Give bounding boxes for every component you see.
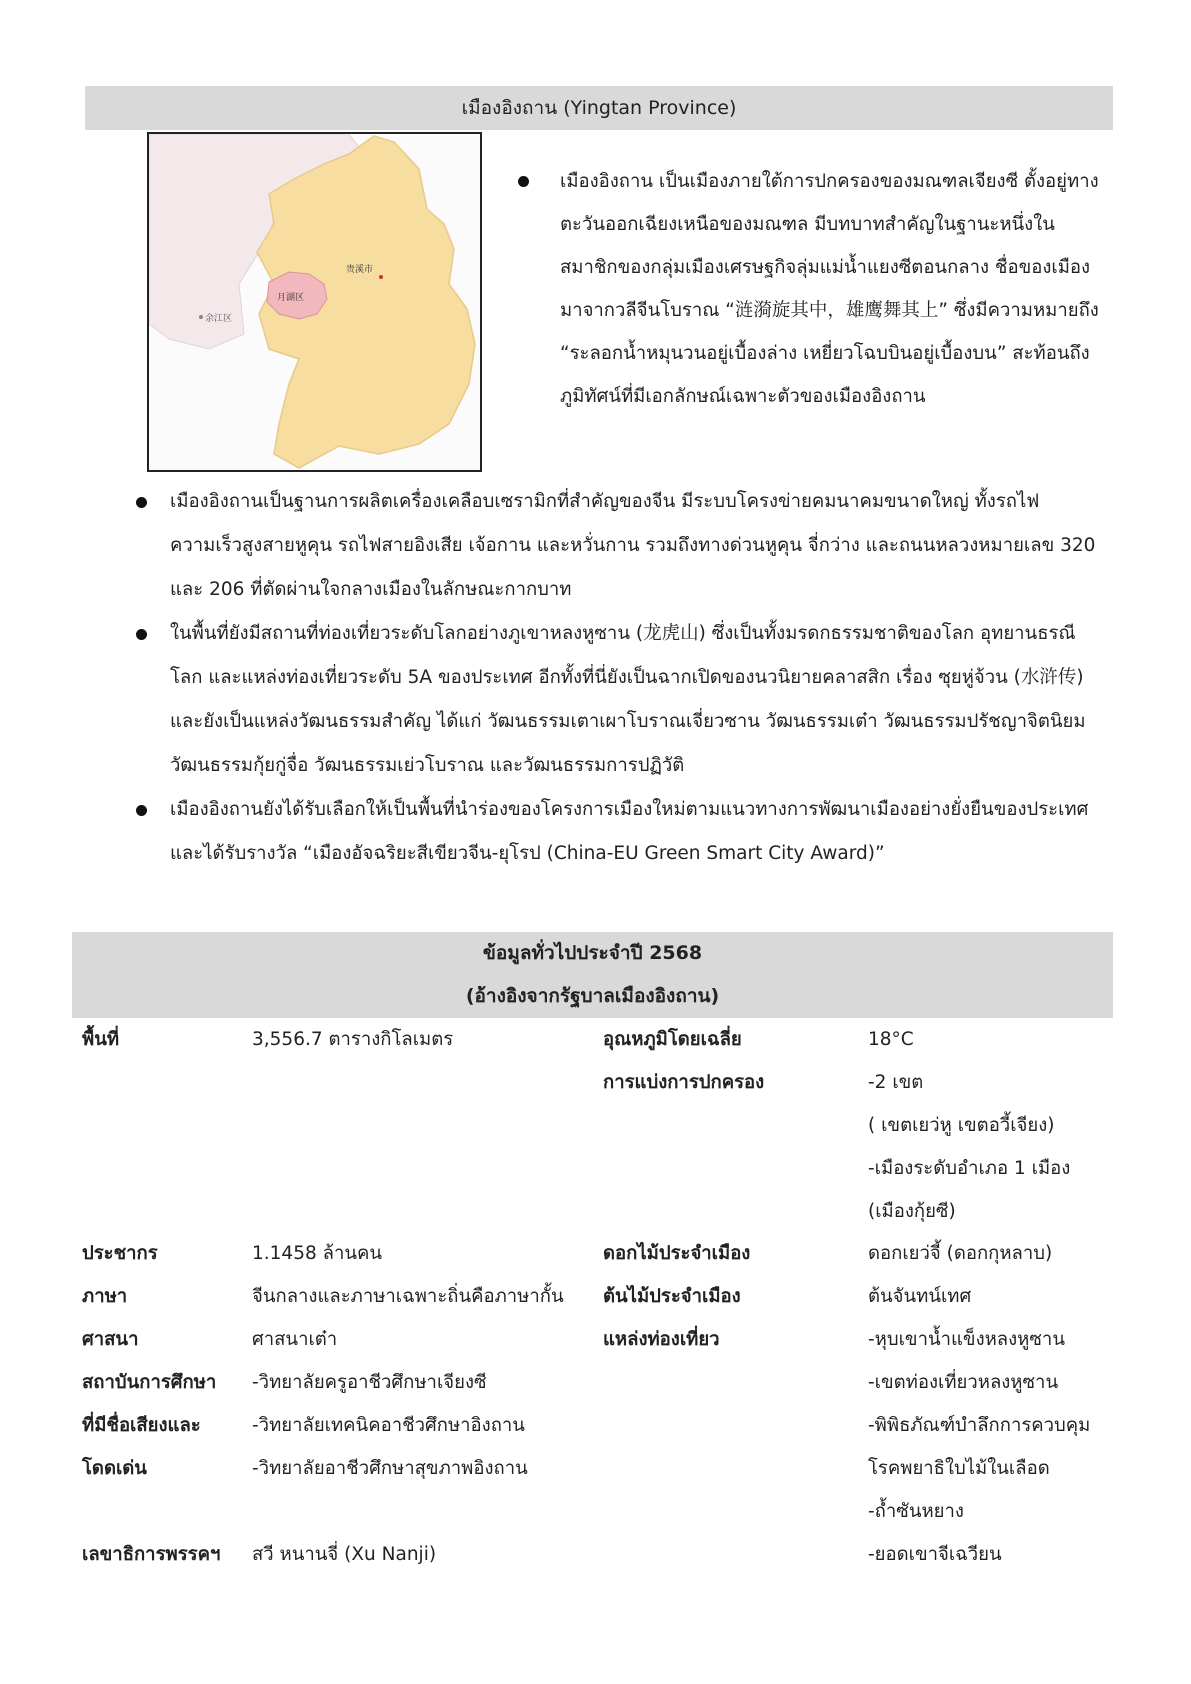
list-item: เมืองอิงถานยังได้รับเลือกให้เป็นพื้นที่นำร่องของโครงการเมืองใหม่ตามแนวทางการพัฒนาเมืองอย่างยั่งยืนของประเทศ และได้รับรางวัล “เมืองอัจฉริยะสีเขียวจีน-ยุโรป (China-EU Green Smart City Award)” xyxy=(170,788,1100,876)
edu-label-line1: สถาบันการศึกษา xyxy=(82,1372,217,1393)
attraction-4: -ถ้ำซันหยาง xyxy=(868,1501,964,1522)
attractions-label: แหล่งท่องเที่ยว xyxy=(603,1329,720,1350)
edu-value-3: -วิทยาลัยอาชีวศึกษาสุขภาพอิงถาน xyxy=(252,1458,528,1479)
bullet-icon xyxy=(518,176,529,187)
flower-value: ดอกเยว่จี้ (ดอกกุหลาบ) xyxy=(868,1243,1053,1264)
info-header-line1: ข้อมูลทั่วไปประจำปี 2568 xyxy=(482,942,703,964)
religion-label: ศาสนา xyxy=(82,1329,139,1350)
temp-value: 18°C xyxy=(868,1029,914,1050)
map-label-guixi: 贵溪市 xyxy=(346,265,374,275)
info-header xyxy=(72,932,1113,1018)
temp-label: อุณหภูมิโดยเฉลี่ย xyxy=(603,1029,742,1050)
page-title: เมืองอิงถาน (Yingtan Province) xyxy=(85,86,1113,130)
admin-value-1: -2 เขต xyxy=(868,1072,924,1093)
secretary-label: เลขาธิการพรรคฯ xyxy=(82,1544,221,1565)
area-label: พื้นที่ xyxy=(82,1029,120,1050)
edu-value-1: -วิทยาลัยครูอาชีวศึกษาเจียงซี xyxy=(252,1372,487,1393)
language-label: ภาษา xyxy=(82,1286,128,1307)
admin-value-4: (เมืองกุ้ยซี) xyxy=(868,1201,956,1222)
area-value: 3,556.7 ตารางกิโลเมตร xyxy=(252,1029,454,1050)
edu-label-line3: โดดเด่น xyxy=(82,1458,147,1479)
population-label: ประชากร xyxy=(82,1243,158,1264)
map-label-yuehu: 月湖区 xyxy=(277,293,305,303)
attraction-1: -หุบเขาน้ำแข็งหลงหูซาน xyxy=(868,1329,1065,1350)
attraction-5: -ยอดเขาจีเฉวียน xyxy=(868,1544,1002,1565)
bullet-list xyxy=(170,480,1100,876)
attraction-3: -พิพิธภัณฑ์บำลึกการควบคุม xyxy=(868,1415,1091,1436)
tree-value: ต้นจันทน์เทศ xyxy=(868,1286,972,1307)
guixi-marker xyxy=(379,275,383,279)
attraction-2: -เขตท่องเที่ยวหลงหูซาน xyxy=(868,1372,1059,1393)
secretary-value: สวี หนานจี่ (Xu Nanji) xyxy=(252,1544,437,1565)
attraction-3-cont: โรคพยาธิใบไม้ในเลือด xyxy=(868,1458,1050,1479)
info-header-line2: (อ้างอิงจากรัฐบาลเมืองอิงถาน) xyxy=(465,985,720,1007)
admin-value-3: -เมืองระดับอำเภอ 1 เมือง xyxy=(868,1158,1071,1179)
bullet-icon xyxy=(136,805,147,816)
population-value: 1.1458 ล้านคน xyxy=(252,1243,383,1264)
intro-text: เมืองอิงถาน เป็นเมืองภายใต้การปกครองของมณฑลเจียงซี ตั้งอยู่ทางตะวันออกเฉียงเหนือของมณฑล มีบทบาทสำคัญในฐานะหนึ่งในสมาชิกของกลุ่มเมืองเศรษฐกิจลุ่มแม่น้ำแยงซีตอนกลาง ชื่อของเมืองมาจากวลีจีนโบราณ “涟漪旋其中，雄鹰舞其上” ซึ่งมีความหมายถึง “ระลอกน้ำหมุนวนอยู่เบื้องล่าง เหยี่ยวโฉบบินอยู่เบื้องบน” สะท้อนถึงภูมิทัศน์ที่มีเอกลักษณ์เฉพาะตัวของเมืองอิงถาน xyxy=(560,171,1099,407)
flower-label: ดอกไม้ประจำเมือง xyxy=(603,1243,751,1264)
list-item: เมืองอิงถานเป็นฐานการผลิตเครื่องเคลือบเซรามิกที่สำคัญของจีน มีระบบโครงข่ายคมนาคมขนาดใหญ่ ทั้งรถไฟความเร็วสูงสายหูคุน รถไฟสายอิงเสีย เจ้อกาน และหวั่นกาน รวมถึงทางด่วนหูคุน จี่กว่าง และถนนหลวงหมายเลข 320 และ 206 ที่ตัดผ่านใจกลางเมืองในลักษณะกากบาท xyxy=(170,480,1100,612)
tree-label: ต้นไม้ประจำเมือง xyxy=(603,1286,741,1307)
intro-bullet xyxy=(560,160,1100,418)
list-item: ในพื้นที่ยังมีสถานที่ท่องเที่ยวระดับโลกอย่างภูเขาหลงหูซาน (龙虎山) ซึ่งเป็นทั้งมรดกธรรมชาติของโลก อุทยานธรณีโลก และแหล่งท่องเที่ยวระดับ 5A ของประเทศ อีกทั้งที่นี่ยังเป็นฉากเปิดของนวนิยายคลาสสิก เรื่อง ซุยหู่จ้วน (水浒传) และยังเป็นแหล่งวัฒนธรรมสำคัญ ได้แก่ วัฒนธรรมเตาเผาโบราณเจี่ยวซาน วัฒนธรรมเต๋า วัฒนธรรมปรัชญาจิตนิยม วัฒนธรรมกุ้ยกู่จื่อ วัฒนธรรมเย่วโบราณ และวัฒนธรรมการปฏิวัติ xyxy=(170,612,1100,788)
admin-value-2: ( เขตเยว่หู เขตอวี้เจียง) xyxy=(868,1115,1055,1136)
admin-label: การแบ่งการปกครอง xyxy=(603,1072,765,1093)
bullet-icon xyxy=(136,497,147,508)
religion-value: ศาสนาเต๋า xyxy=(252,1329,338,1350)
yujiang-marker xyxy=(199,315,203,319)
bullet-icon xyxy=(136,629,147,640)
edu-value-2: -วิทยาลัยเทคนิคอาชีวศึกษาอิงถาน xyxy=(252,1415,525,1436)
edu-label-line2: ที่มีชื่อเสียงและ xyxy=(82,1415,201,1436)
map-figure xyxy=(147,132,482,472)
language-value: จีนกลางและภาษาเฉพาะถิ่นคือภาษากั้น xyxy=(252,1286,564,1307)
map-label-yujiang: 余江区 xyxy=(205,314,233,324)
